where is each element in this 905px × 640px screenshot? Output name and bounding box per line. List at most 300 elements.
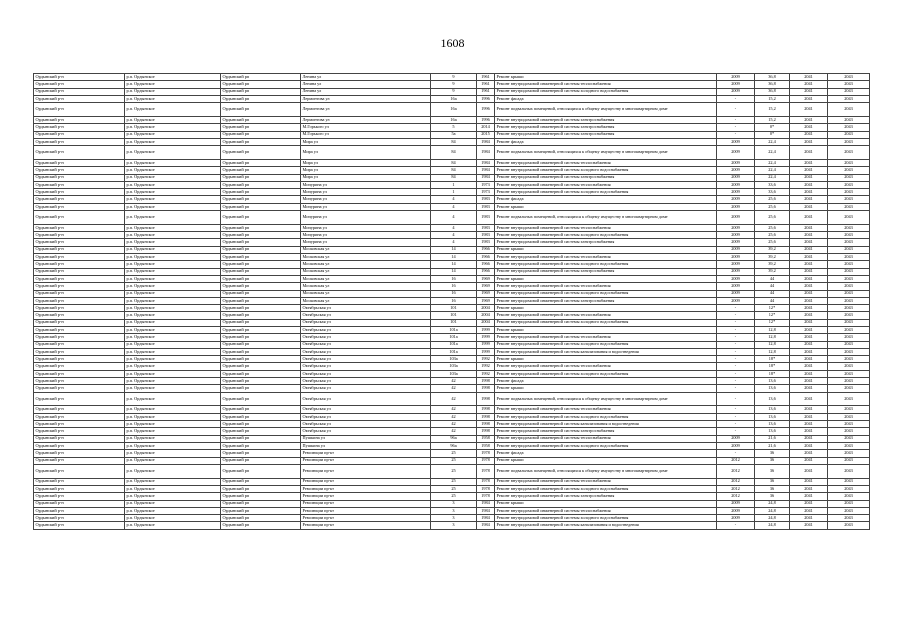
municipality-cell: Ордынский рп: [221, 356, 301, 363]
construction-year-cell: 2015: [477, 131, 495, 138]
house-number-cell: 42: [431, 385, 477, 392]
district-cell: Ордынский р-н: [34, 103, 125, 117]
street-cell: Октябрьская ул: [301, 378, 431, 385]
street-cell: Мичурина ул: [301, 211, 431, 225]
commission-year-cell: 2009: [717, 261, 755, 268]
period-end-cell: 2043: [828, 413, 870, 420]
commission-year-cell: 2009: [717, 81, 755, 88]
construction-year-cell: 1998: [477, 421, 495, 428]
construction-year-cell: 1992: [477, 363, 495, 370]
commission-year-cell: 2009: [717, 297, 755, 304]
settlement-cell: р.п. Ордынское: [125, 196, 221, 203]
period-end-cell: 2043: [828, 95, 870, 102]
value-cell: 25,6: [755, 203, 790, 210]
table-row: [34, 334, 870, 341]
period-end-cell: 2043: [828, 88, 870, 95]
work-type-cell: Ремонт внутридомовой инженерной системы холодного водоснабжения: [495, 413, 717, 420]
house-number-cell: 3: [431, 500, 477, 507]
construction-year-cell: 1983: [477, 211, 495, 225]
municipality-cell: Ордынский рп: [221, 363, 301, 370]
construction-year-cell: 1999: [477, 327, 495, 334]
settlement-cell: р.п. Ордынское: [125, 485, 221, 492]
construction-year-cell: 1998: [477, 392, 495, 406]
municipality-cell: Ордынский рп: [221, 435, 301, 442]
table-row: [34, 428, 870, 435]
period-end-cell: 2043: [828, 268, 870, 275]
period-start-cell: 2041: [790, 522, 828, 529]
municipality-cell: Ордынский рп: [221, 297, 301, 304]
table-row: [34, 268, 870, 275]
commission-year-cell: -: [717, 131, 755, 138]
municipality-cell: Ордынский рп: [221, 275, 301, 282]
value-cell: 13,6: [755, 385, 790, 392]
settlement-cell: р.п. Ордынское: [125, 124, 221, 131]
value-cell: 15,2: [755, 103, 790, 117]
period-start-cell: 2041: [790, 392, 828, 406]
work-type-cell: Ремонт внутридомовой инженерной системы электроснабжения: [495, 268, 717, 275]
commission-year-cell: -: [717, 370, 755, 377]
house-number-cell: 1: [431, 189, 477, 196]
commission-year-cell: 2009: [717, 174, 755, 181]
period-start-cell: 2041: [790, 211, 828, 225]
period-end-cell: 2043: [828, 232, 870, 239]
period-end-cell: 2043: [828, 385, 870, 392]
district-cell: Ордынский р-н: [34, 421, 125, 428]
construction-year-cell: 1996: [477, 95, 495, 102]
street-cell: Московская ул: [301, 297, 431, 304]
street-cell: Мичурина ул: [301, 196, 431, 203]
settlement-cell: р.п. Ордынское: [125, 283, 221, 290]
commission-year-cell: -: [717, 413, 755, 420]
period-start-cell: 2041: [790, 239, 828, 246]
value-cell: 25,6: [755, 239, 790, 246]
street-cell: Революции пр-кт: [301, 500, 431, 507]
street-cell: Октябрьская ул: [301, 370, 431, 377]
street-cell: Октябрьская ул: [301, 428, 431, 435]
municipality-cell: Ордынский рп: [221, 450, 301, 457]
value-cell: 21,6: [755, 442, 790, 449]
value-cell: 36,8: [755, 88, 790, 95]
work-type-cell: Ремонт внутридомовой инженерной системы холодного водоснабжения: [495, 370, 717, 377]
district-cell: Ордынский р-н: [34, 312, 125, 319]
commission-year-cell: 2009: [717, 88, 755, 95]
street-cell: Октябрьская ул: [301, 392, 431, 406]
house-number-cell: 25: [431, 493, 477, 500]
commission-year-cell: 2009: [717, 224, 755, 231]
settlement-cell: р.п. Ордынское: [125, 392, 221, 406]
table-row: [34, 174, 870, 181]
value-cell: 13,6: [755, 421, 790, 428]
house-number-cell: 3: [431, 507, 477, 514]
municipality-cell: Ордынский рп: [221, 327, 301, 334]
value-cell: 22,4: [755, 159, 790, 166]
settlement-cell: р.п. Ордынское: [125, 363, 221, 370]
commission-year-cell: 2009: [717, 138, 755, 145]
period-start-cell: 2041: [790, 507, 828, 514]
municipality-cell: Ордынский рп: [221, 319, 301, 326]
commission-year-cell: 2009: [717, 275, 755, 282]
construction-year-cell: 1961: [477, 81, 495, 88]
table-row: [34, 131, 870, 138]
municipality-cell: Ордынский рп: [221, 232, 301, 239]
commission-year-cell: 2009: [717, 211, 755, 225]
municipality-cell: Ордынский рп: [221, 348, 301, 355]
commission-year-cell: 2009: [717, 290, 755, 297]
house-number-cell: 103а: [431, 363, 477, 370]
district-cell: Ордынский р-н: [34, 515, 125, 522]
work-type-cell: Ремонт внутридомовой инженерной системы канализования и водоотведения: [495, 348, 717, 355]
street-cell: Ленина ул: [301, 74, 431, 81]
settlement-cell: р.п. Ордынское: [125, 378, 221, 385]
house-number-cell: 14: [431, 261, 477, 268]
period-end-cell: 2043: [828, 81, 870, 88]
construction-year-cell: 1984: [477, 146, 495, 160]
table-row: [34, 211, 870, 225]
table-row: [34, 138, 870, 145]
register-body: [34, 74, 870, 530]
settlement-cell: р.п. Ордынское: [125, 181, 221, 188]
house-number-cell: 42: [431, 428, 477, 435]
settlement-cell: р.п. Ордынское: [125, 319, 221, 326]
construction-year-cell: 1983: [477, 239, 495, 246]
period-start-cell: 2041: [790, 88, 828, 95]
work-type-cell: Ремонт подвальных помещений, относящихся к общему имуществу в многоквартирном доме: [495, 103, 717, 117]
street-cell: Революции пр-кт: [301, 485, 431, 492]
table-row: [34, 196, 870, 203]
district-cell: Ордынский р-н: [34, 95, 125, 102]
period-start-cell: 2041: [790, 74, 828, 81]
municipality-cell: Ордынский рп: [221, 74, 301, 81]
settlement-cell: р.п. Ордынское: [125, 232, 221, 239]
construction-year-cell: 2004: [477, 305, 495, 312]
table-row: [34, 319, 870, 326]
settlement-cell: р.п. Ордынское: [125, 428, 221, 435]
period-end-cell: 2043: [828, 334, 870, 341]
period-end-cell: 2043: [828, 341, 870, 348]
district-cell: Ордынский р-н: [34, 356, 125, 363]
period-end-cell: 2043: [828, 174, 870, 181]
value-cell: 25,6: [755, 232, 790, 239]
settlement-cell: р.п. Ордынское: [125, 507, 221, 514]
construction-year-cell: 1973: [477, 181, 495, 188]
table-row: [34, 224, 870, 231]
period-end-cell: 2043: [828, 450, 870, 457]
period-start-cell: 2041: [790, 167, 828, 174]
period-end-cell: 2043: [828, 203, 870, 210]
value-cell: 25,6: [755, 211, 790, 225]
municipality-cell: Ордынский рп: [221, 385, 301, 392]
street-cell: Мичурина ул: [301, 232, 431, 239]
period-end-cell: 2043: [828, 356, 870, 363]
district-cell: Ордынский р-н: [34, 457, 125, 464]
value-cell: 0*: [755, 124, 790, 131]
table-row: [34, 356, 870, 363]
work-type-cell: Ремонт внутридомовой инженерной системы электроснабжения: [495, 493, 717, 500]
work-type-cell: Ремонт внутридомовой инженерной системы теплоснабжения: [495, 81, 717, 88]
table-row: [34, 464, 870, 478]
district-cell: Ордынский р-н: [34, 81, 125, 88]
district-cell: Ордынский р-н: [34, 413, 125, 420]
period-start-cell: 2041: [790, 442, 828, 449]
municipality-cell: Ордынский рп: [221, 211, 301, 225]
value-cell: 13,6: [755, 392, 790, 406]
period-end-cell: 2043: [828, 211, 870, 225]
construction-year-cell: 1996: [477, 103, 495, 117]
house-number-cell: 101: [431, 319, 477, 326]
period-end-cell: 2043: [828, 457, 870, 464]
period-end-cell: 2043: [828, 392, 870, 406]
house-number-cell: 9: [431, 88, 477, 95]
table-row: [34, 515, 870, 522]
table-row: [34, 522, 870, 529]
municipality-cell: Ордынский рп: [221, 478, 301, 485]
work-type-cell: Ремонт внутридомовой инженерной системы холодного водоснабжения: [495, 88, 717, 95]
district-cell: Ордынский р-н: [34, 319, 125, 326]
district-cell: Ордынский р-н: [34, 507, 125, 514]
commission-year-cell: -: [717, 378, 755, 385]
street-cell: Революции пр-кт: [301, 457, 431, 464]
period-end-cell: 2043: [828, 406, 870, 413]
work-type-cell: Ремонт внутридомовой инженерной системы электроснабжения: [495, 428, 717, 435]
value-cell: 39,2: [755, 254, 790, 261]
street-cell: Мира ул: [301, 159, 431, 166]
construction-year-cell: 1958: [477, 435, 495, 442]
value-cell: 18*: [755, 370, 790, 377]
period-end-cell: 2043: [828, 305, 870, 312]
work-type-cell: Ремонт внутридомовой инженерной системы теплоснабжения: [495, 406, 717, 413]
period-end-cell: 2043: [828, 500, 870, 507]
value-cell: 44: [755, 283, 790, 290]
district-cell: Ордынский р-н: [34, 239, 125, 246]
work-type-cell: Ремонт внутридомовой инженерной системы теплоснабжения: [495, 478, 717, 485]
work-type-cell: Ремонт внутридомовой инженерной системы теплоснабжения: [495, 181, 717, 188]
work-type-cell: Ремонт подвальных помещений, относящихся к общему имуществу в многоквартирном доме: [495, 464, 717, 478]
commission-year-cell: -: [717, 406, 755, 413]
street-cell: Революции пр-кт: [301, 522, 431, 529]
house-number-cell: 16: [431, 290, 477, 297]
period-end-cell: 2043: [828, 370, 870, 377]
municipality-cell: Ордынский рп: [221, 485, 301, 492]
commission-year-cell: -: [717, 348, 755, 355]
table-row: [34, 305, 870, 312]
construction-year-cell: 1998: [477, 428, 495, 435]
period-start-cell: 2041: [790, 341, 828, 348]
house-number-cell: 101а: [431, 327, 477, 334]
construction-year-cell: 1984: [477, 174, 495, 181]
district-cell: Ордынский р-н: [34, 196, 125, 203]
table-row: [34, 146, 870, 160]
house-number-cell: 101: [431, 305, 477, 312]
commission-year-cell: -: [717, 319, 755, 326]
value-cell: 12,8: [755, 334, 790, 341]
house-number-cell: 84: [431, 146, 477, 160]
period-end-cell: 2043: [828, 485, 870, 492]
municipality-cell: Ордынский рп: [221, 515, 301, 522]
period-end-cell: 2043: [828, 159, 870, 166]
construction-year-cell: 1999: [477, 334, 495, 341]
house-number-cell: 9: [431, 74, 477, 81]
period-start-cell: 2041: [790, 174, 828, 181]
street-cell: Московская ул: [301, 283, 431, 290]
district-cell: Ордынский р-н: [34, 493, 125, 500]
work-type-cell: Ремонт внутридомовой инженерной системы теплоснабжения: [495, 283, 717, 290]
value-cell: 24,8: [755, 522, 790, 529]
construction-year-cell: 1992: [477, 356, 495, 363]
settlement-cell: р.п. Ордынское: [125, 261, 221, 268]
municipality-cell: Ордынский рп: [221, 464, 301, 478]
commission-year-cell: -: [717, 124, 755, 131]
construction-year-cell: 1983: [477, 232, 495, 239]
period-start-cell: 2041: [790, 334, 828, 341]
table-row: [34, 116, 870, 123]
house-number-cell: 101а: [431, 341, 477, 348]
construction-year-cell: 1998: [477, 413, 495, 420]
district-cell: Ордынский р-н: [34, 124, 125, 131]
work-type-cell: Ремонт подвальных помещений, относящихся к общему имуществу в многоквартирном доме: [495, 392, 717, 406]
period-start-cell: 2041: [790, 261, 828, 268]
municipality-cell: Ордынский рп: [221, 181, 301, 188]
district-cell: Ордынский р-н: [34, 283, 125, 290]
period-end-cell: 2043: [828, 74, 870, 81]
district-cell: Ордынский р-н: [34, 131, 125, 138]
work-type-cell: Ремонт крыши: [495, 203, 717, 210]
commission-year-cell: -: [717, 327, 755, 334]
district-cell: Ордынский р-н: [34, 254, 125, 261]
settlement-cell: р.п. Ордынское: [125, 457, 221, 464]
district-cell: Ордынский р-н: [34, 348, 125, 355]
commission-year-cell: -: [717, 421, 755, 428]
district-cell: Ордынский р-н: [34, 290, 125, 297]
construction-year-cell: 1969: [477, 283, 495, 290]
table-row: [34, 348, 870, 355]
commission-year-cell: 2009: [717, 442, 755, 449]
settlement-cell: р.п. Ордынское: [125, 348, 221, 355]
settlement-cell: р.п. Ордынское: [125, 435, 221, 442]
settlement-cell: р.п. Ордынское: [125, 275, 221, 282]
municipality-cell: Ордынский рп: [221, 268, 301, 275]
period-start-cell: 2041: [790, 268, 828, 275]
construction-year-cell: 1969: [477, 290, 495, 297]
construction-year-cell: 2004: [477, 312, 495, 319]
municipality-cell: Ордынский рп: [221, 224, 301, 231]
settlement-cell: р.п. Ордынское: [125, 95, 221, 102]
table-row: [34, 457, 870, 464]
period-start-cell: 2041: [790, 485, 828, 492]
district-cell: Ордынский р-н: [34, 189, 125, 196]
street-cell: Московская ул: [301, 268, 431, 275]
period-start-cell: 2041: [790, 356, 828, 363]
table-row: [34, 254, 870, 261]
period-start-cell: 2041: [790, 116, 828, 123]
street-cell: Октябрьская ул: [301, 305, 431, 312]
street-cell: Революции пр-кт: [301, 507, 431, 514]
house-number-cell: 5: [431, 124, 477, 131]
settlement-cell: р.п. Ордынское: [125, 413, 221, 420]
table-row: [34, 81, 870, 88]
construction-year-cell: 1966: [477, 268, 495, 275]
work-type-cell: Ремонт внутридомовой инженерной системы теплоснабжения: [495, 363, 717, 370]
street-cell: Мира ул: [301, 138, 431, 145]
house-number-cell: 25: [431, 457, 477, 464]
municipality-cell: Ордынский рп: [221, 290, 301, 297]
page-number: 1608: [440, 36, 465, 50]
period-start-cell: 2041: [790, 232, 828, 239]
house-number-cell: 3: [431, 522, 477, 529]
period-end-cell: 2043: [828, 442, 870, 449]
district-cell: Ордынский р-н: [34, 224, 125, 231]
street-cell: Революции пр-кт: [301, 515, 431, 522]
commission-year-cell: 2009: [717, 74, 755, 81]
district-cell: Ордынский р-н: [34, 341, 125, 348]
house-number-cell: 16: [431, 297, 477, 304]
period-end-cell: 2043: [828, 283, 870, 290]
period-start-cell: 2041: [790, 159, 828, 166]
work-type-cell: Ремонт крыши: [495, 246, 717, 253]
value-cell: 22,4: [755, 167, 790, 174]
construction-year-cell: 1999: [477, 341, 495, 348]
table-row: [34, 74, 870, 81]
house-number-cell: 14: [431, 254, 477, 261]
period-end-cell: 2043: [828, 103, 870, 117]
work-type-cell: Ремонт подвальных помещений, относящихся к общему имуществу в многоквартирном доме: [495, 146, 717, 160]
work-type-cell: Ремонт внутридомовой инженерной системы холодного водоснабжения: [495, 341, 717, 348]
house-number-cell: 4: [431, 211, 477, 225]
table-row: [34, 283, 870, 290]
construction-year-cell: 1978: [477, 450, 495, 457]
house-number-cell: 25: [431, 478, 477, 485]
table-row: [34, 341, 870, 348]
commission-year-cell: 2009: [717, 435, 755, 442]
period-start-cell: 2041: [790, 81, 828, 88]
municipality-cell: Ордынский рп: [221, 334, 301, 341]
settlement-cell: р.п. Ордынское: [125, 74, 221, 81]
street-cell: Московская ул: [301, 261, 431, 268]
period-start-cell: 2041: [790, 297, 828, 304]
period-start-cell: 2041: [790, 478, 828, 485]
value-cell: 36,8: [755, 81, 790, 88]
street-cell: Октябрьская ул: [301, 327, 431, 334]
settlement-cell: р.п. Ордынское: [125, 146, 221, 160]
district-cell: Ордынский р-н: [34, 174, 125, 181]
municipality-cell: Ордынский рп: [221, 203, 301, 210]
district-cell: Ордынский р-н: [34, 116, 125, 123]
settlement-cell: р.п. Ордынское: [125, 421, 221, 428]
period-end-cell: 2043: [828, 124, 870, 131]
settlement-cell: р.п. Ордынское: [125, 224, 221, 231]
street-cell: Мичурина ул: [301, 239, 431, 246]
house-number-cell: 42: [431, 406, 477, 413]
value-cell: 21,6: [755, 435, 790, 442]
table-row: [34, 406, 870, 413]
commission-year-cell: 2012: [717, 485, 755, 492]
construction-year-cell: 1969: [477, 297, 495, 304]
district-cell: Ордынский р-н: [34, 211, 125, 225]
period-start-cell: 2041: [790, 189, 828, 196]
district-cell: Ордынский р-н: [34, 363, 125, 370]
municipality-cell: Ордынский рп: [221, 81, 301, 88]
commission-year-cell: -: [717, 103, 755, 117]
district-cell: Ордынский р-н: [34, 442, 125, 449]
settlement-cell: р.п. Ордынское: [125, 167, 221, 174]
table-row: [34, 88, 870, 95]
table-row: [34, 246, 870, 253]
table-row: [34, 290, 870, 297]
commission-year-cell: 2009: [717, 268, 755, 275]
period-end-cell: 2043: [828, 421, 870, 428]
work-type-cell: Ремонт крыши: [495, 356, 717, 363]
value-cell: 36,8: [755, 74, 790, 81]
period-end-cell: 2043: [828, 297, 870, 304]
